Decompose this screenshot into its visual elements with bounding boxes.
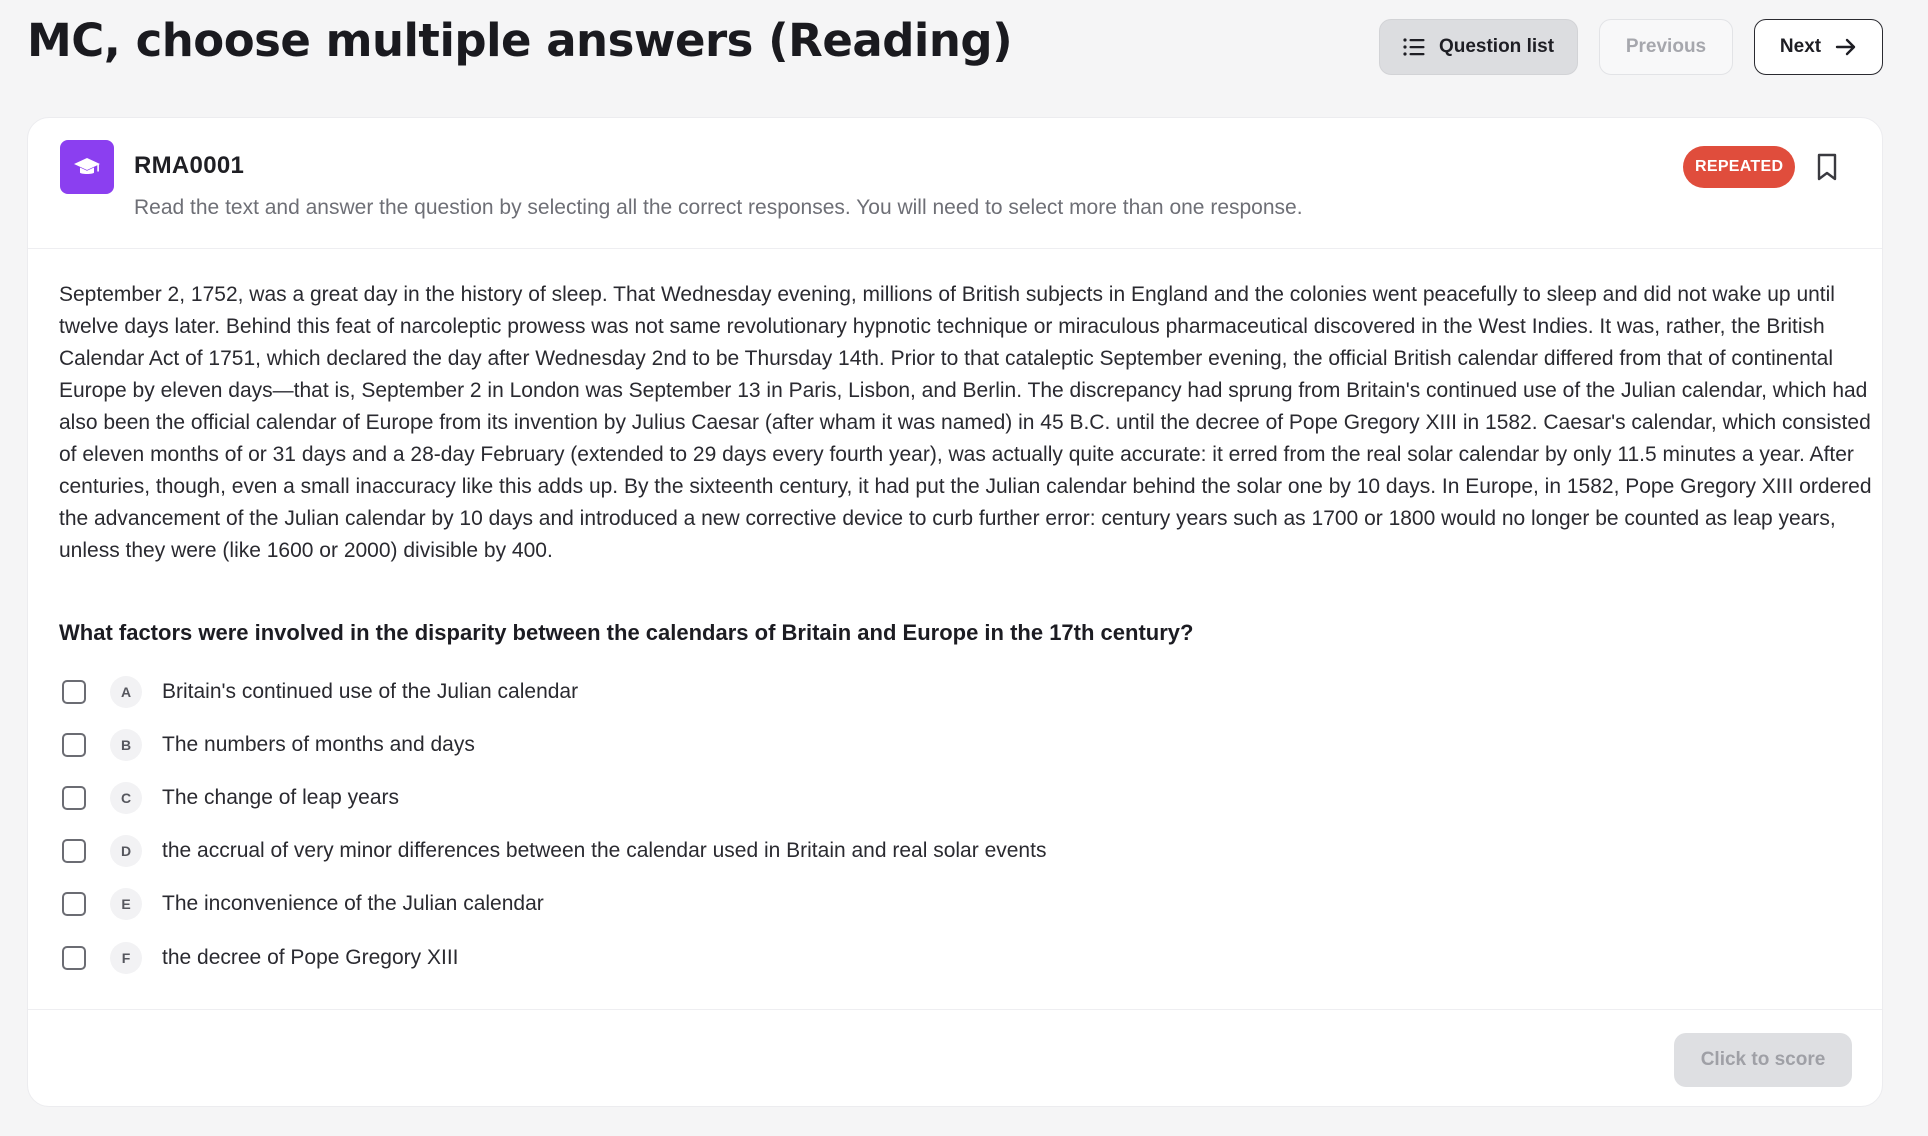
previous-label: Previous	[1625, 36, 1707, 57]
option-text: The inconvenience of the Julian calendar	[162, 892, 544, 916]
option-text: the decree of Pope Gregory XIII	[162, 945, 459, 969]
option-checkbox[interactable]	[62, 733, 86, 757]
arrow-right-icon	[1835, 38, 1857, 56]
previous-button[interactable]	[1599, 19, 1733, 75]
repeated-badge: REPEATED	[1683, 146, 1795, 188]
page-title: MC, choose multiple answers (Reading)	[27, 14, 1013, 67]
option-letter: C	[110, 782, 142, 814]
graduation-cap-icon	[72, 155, 102, 179]
reading-passage: September 2, 1752, was a great day in the history of sleep. That Wednesday evening, millions of British subjects in England and the colonies went peacefully to sleep and did not wake up until twelve days later. Behind this feat of narcoleptic prowess was not same revolutionary hypnotic technique or miraculous pharmaceutical discovered in the West Indies. It was, rather, the British Calendar Act of 1751, which declared the day after Wednesday 2nd to be Thursday 14th. Prior to that cataleptic September evening, the official British calendar differed from that of continental Europe by eleven days—that is, September 2 in London was September 13 in Paris, Lisbon, and Berlin. The discrepancy had sprung from Britain's continued use of the Julian calendar, which had also been the official calendar of Europe from its invention by Julius Caesar (after wham it was named) in 45 B.C. until the decree of Pope Gregory XIII in 1582. Caesar's calendar, which consisted of eleven months of or 31 days and a 28-day February (extended to 29 days every fourth year), was actually quite accurate: it erred from the real solar calendar by only 11.5 minutes a year. After centuries, though, even a small inaccuracy like this adds up. By the sixteenth century, it had put the Julian calendar behind the solar one by 10 days. In Europe, in 1582, Pope Gregory XIII ordered the advancement of the Julian calendar by 10 days and introduced a new corrective device to curb further error: century years such as 1700 or 1800 would no longer be counted as leap years, unless they were (like 1600 or 2000) divisible by 400.	[59, 283, 1872, 562]
card-header	[28, 118, 1882, 249]
list-icon	[1403, 38, 1425, 56]
option-letter: B	[110, 729, 142, 761]
next-button[interactable]	[1754, 19, 1883, 75]
card-footer-divider	[28, 1009, 1882, 1010]
option-checkbox[interactable]	[62, 892, 86, 916]
next-label: Next	[1779, 36, 1822, 57]
option-letter: E	[110, 888, 142, 920]
option-text: The change of leap years	[162, 785, 399, 809]
option-checkbox[interactable]	[62, 786, 86, 810]
option-e[interactable]	[62, 878, 1462, 931]
question-instruction: Read the text and answer the question by selecting all the correct responses. You will need to select more than one response.	[134, 196, 1303, 219]
option-checkbox[interactable]	[62, 839, 86, 863]
option-text: the accrual of very minor differences between the calendar used in Britain and real solar events	[162, 839, 1047, 863]
question-list-button[interactable]	[1379, 19, 1578, 75]
option-b[interactable]	[62, 718, 1462, 771]
option-text: The numbers of months and days	[162, 732, 475, 756]
question-card	[27, 117, 1883, 1107]
answer-options	[62, 665, 1462, 984]
header-actions	[1379, 19, 1883, 75]
bookmark-icon[interactable]	[1814, 152, 1840, 182]
option-a[interactable]	[62, 665, 1462, 718]
question-list-label: Question list	[1438, 36, 1555, 57]
option-checkbox[interactable]	[62, 946, 86, 970]
option-f[interactable]	[62, 931, 1462, 984]
option-text: Britain's continued use of the Julian calendar	[162, 679, 579, 703]
option-letter: A	[110, 676, 142, 708]
option-c[interactable]	[62, 771, 1462, 824]
option-letter: F	[110, 942, 142, 974]
option-checkbox[interactable]	[62, 680, 86, 704]
question-type-badge	[60, 140, 114, 194]
question-prompt: What factors were involved in the disparity between the calendars of Britain and Europe in the 17th century?	[59, 620, 1194, 645]
option-d[interactable]	[62, 825, 1462, 878]
score-button[interactable]: Click to score	[1674, 1033, 1852, 1087]
question-code: RMA0001	[134, 152, 245, 179]
option-letter: D	[110, 835, 142, 867]
